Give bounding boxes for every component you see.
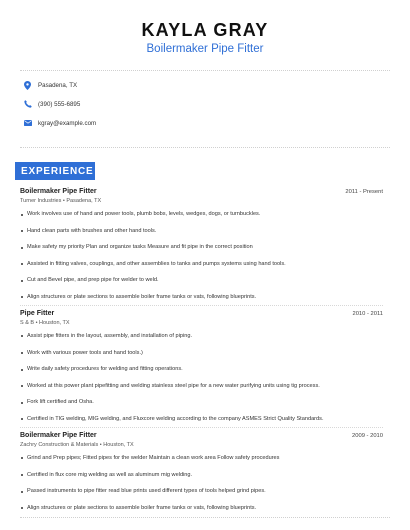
job-entry xyxy=(20,310,383,423)
divider xyxy=(20,147,390,148)
list-item: Certified in TIG welding, MIG welding, and Fluxcore welding according to the company ASMES Strict Quality Standards. xyxy=(20,416,383,423)
list-item: Make safety my priority Plan and organize tasks Measure and fit pipe in the correct position xyxy=(20,244,383,251)
list-item: Assist pipe fitters in the layout, assembly, and installation of piping. xyxy=(20,333,383,340)
divider xyxy=(20,517,390,518)
contact-phone-text: (390) 555-6895 xyxy=(38,100,81,108)
divider xyxy=(20,70,390,71)
contact-list xyxy=(0,76,410,133)
list-item: Work involves use of hand and power tools, plumb bobs, levels, wedges, dogs, or turnbuckles. xyxy=(20,211,383,218)
job-bullets xyxy=(20,333,383,423)
phone-icon xyxy=(23,100,32,109)
list-item: Worked at this power plant pipefitting and welding stainless steel pipe for a new water purifying units using tig process. xyxy=(20,383,383,390)
job-title: Boilermaker Pipe Fitter xyxy=(20,431,97,439)
contact-location xyxy=(23,76,410,95)
list-item: Certified in flux core mig welding as well as aluminum mig welding. xyxy=(20,472,383,479)
list-item: Write daily safety procedures for welding and fitting operations. xyxy=(20,366,383,373)
list-item: Work with various power tools and hand tools.) xyxy=(20,350,383,357)
list-item: Passed instruments to pipe fitter read blue prints used different types of tools helped grind pipes. xyxy=(20,488,383,495)
candidate-role: Boilermaker Pipe Fitter xyxy=(146,43,264,55)
job-title: Pipe Fitter xyxy=(20,309,55,317)
list-item: Grind and Prep pipes; Fitted pipes for the welder Maintain a clean work area Follow safety procedures xyxy=(20,455,383,462)
candidate-name: KAYLA GRAY xyxy=(141,20,269,40)
list-item: Assisted in fitting valves, couplings, and other assemblies to tanks and pumps systems using hand tools. xyxy=(20,261,383,268)
list-item: Fork lift certified and Osha. xyxy=(20,399,383,406)
section-heading-experience: EXPERIENCE xyxy=(15,162,95,180)
email-icon xyxy=(23,119,32,128)
list-item: Align structures or plate sections to assemble boiler frame tanks or vats, following blueprints. xyxy=(20,294,383,301)
job-dates: 2010 - 2011 xyxy=(352,310,383,317)
resume-header xyxy=(0,0,410,56)
contact-location-text: Pasadena, TX xyxy=(38,81,78,89)
list-item: Hand clean parts with brushes and other hand tools. xyxy=(20,228,383,235)
contact-email-text: kgray@example.com xyxy=(38,119,97,127)
divider xyxy=(20,305,383,306)
job-bullets xyxy=(20,211,383,301)
job-bullets xyxy=(20,455,383,512)
job-entry xyxy=(20,188,383,301)
divider xyxy=(20,427,383,428)
job-dates: 2011 - Present xyxy=(345,189,383,195)
experience-list xyxy=(20,188,383,512)
job-employer: Zachry Construction & Materials • Houston, TX xyxy=(20,441,134,448)
job-dates: 2009 - 2010 xyxy=(352,432,383,439)
list-item: Cut and Bevel pipe, and prep pipe for welder to weld. xyxy=(20,277,383,284)
location-pin-icon xyxy=(23,81,32,90)
contact-phone xyxy=(23,95,410,114)
job-employer: Turner Industries • Pasadena, TX xyxy=(20,198,102,204)
contact-email xyxy=(23,114,410,133)
job-entry xyxy=(20,432,383,512)
job-employer: S & B • Houston, TX xyxy=(20,319,70,326)
job-title: Boilermaker Pipe Fitter xyxy=(20,188,97,195)
list-item: Align structures or plate sections to assemble boiler frame tanks or vats, following blueprints. xyxy=(20,505,383,512)
